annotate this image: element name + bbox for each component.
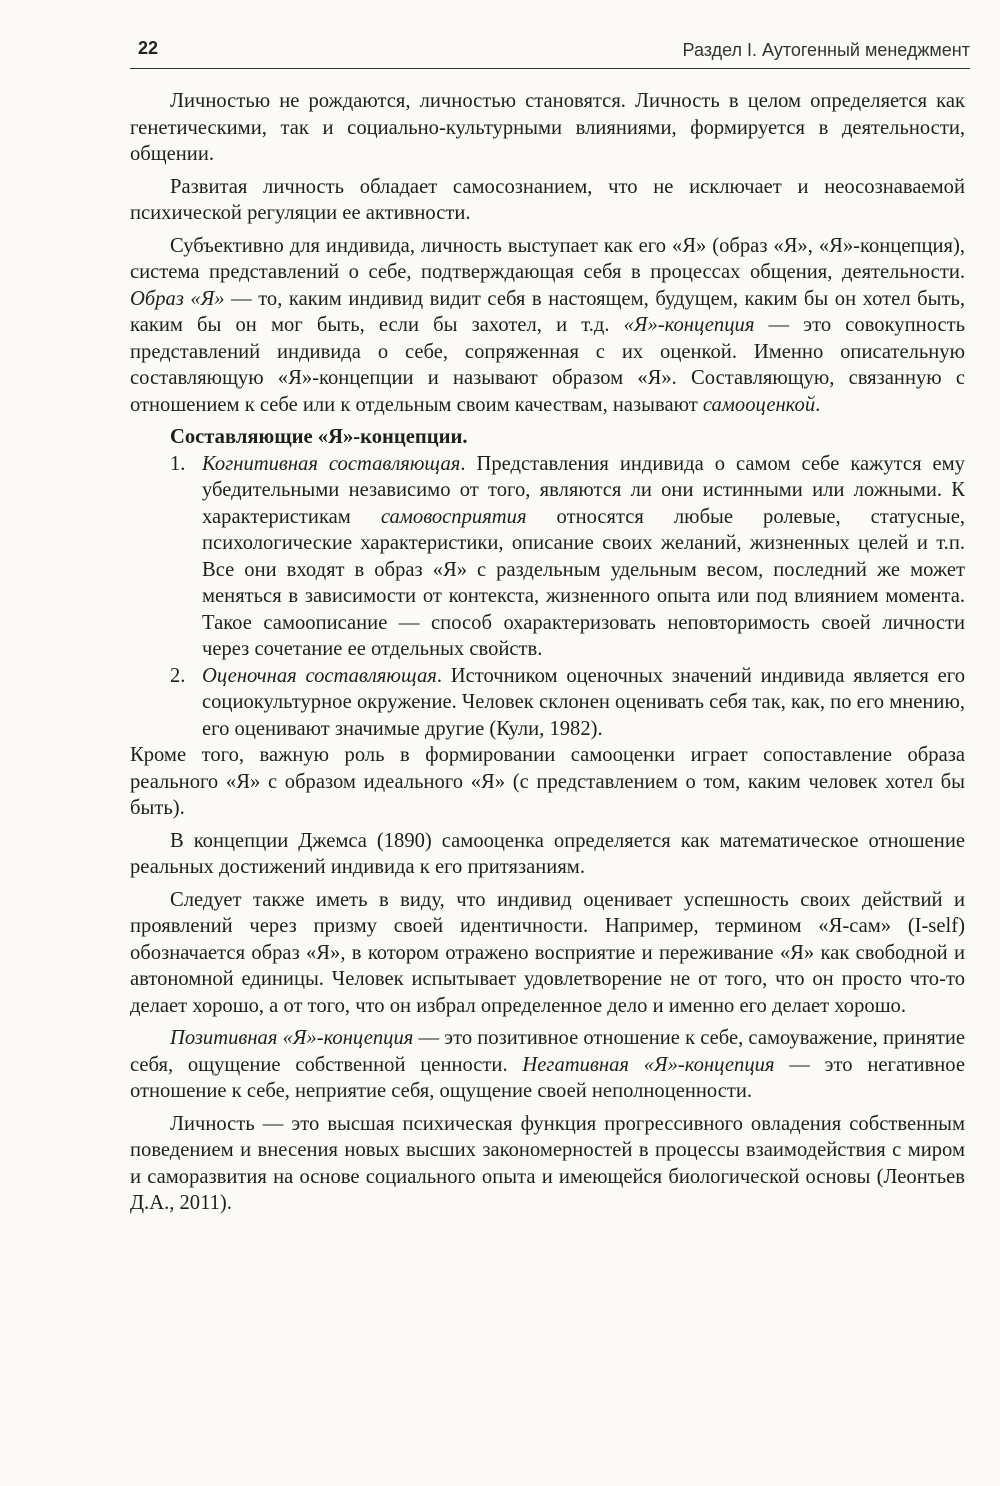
paragraph-5: В концепции Джемса (1890) самооценка определяется как математическое отношение реальных достижений индивида к его притязаниям. xyxy=(130,829,965,878)
list-term: Когнитивная составляющая xyxy=(202,452,461,475)
page-number: 22 xyxy=(138,38,159,58)
text-run: относятся любые ролевые, статусные, психологические характеристики, описание своих желаний, жизненных целей и т.п. Все они входят в образ «Я» с раздельным удельным весом, последний же может меняться в зависимости от контекста, жизненного опыта или под влиянием момента. Такое самоописание — способ охарактеризовать неповторимость своей личности через сочетание ее отдельных свойств. xyxy=(202,505,965,660)
text-run: — это совокупность представлений индивида о себе, сопряженная с их оценкой. Именно описательную составляющую «Я»-концепции и называют образом «Я». Составляющую, связанную с отношением к себе или к отдельным своим качествам, называют xyxy=(130,314,965,416)
term-positive-concept: Позитивная «Я»-концепция xyxy=(170,1027,414,1049)
list-number: 1. xyxy=(170,452,186,475)
paragraph-4: Кроме того, важную роль в формировании самооценки играет сопоставление образа реального «Я» с образом идеального «Я» (с представлением о том, каким человек хотел бы быть). xyxy=(130,744,965,819)
term-self-perception: самовосприятия xyxy=(380,505,527,528)
subheading: Составляющие «Я»-концепции. xyxy=(170,426,468,448)
list-item xyxy=(130,451,965,663)
term-negative-concept: Негативная «Я»-концепция xyxy=(522,1053,775,1076)
text-run: . Представления индивида о самом себе кажутся ему убедительными независимо от того, являются ли они истинными или ложными. К характеристикам xyxy=(202,452,965,528)
term-self-image: Образ «Я» xyxy=(130,287,225,310)
term-self-concept: «Я»-концепция xyxy=(623,314,755,336)
paragraph-6: Следует также иметь в виду, что индивид оценивает успешность своих действий и проявлений через призму своей идентичности. Например, термином «Я-сам» (I-self) обозначается образ «Я», в котором отражено восприятие и переживание «Я» как свободной и автономной единицы. Человек испытывает удовлетворение не от того, что он просто что-то делает хорошо, а от того, что он избрал определенное дело и именно его делает хорошо. xyxy=(130,888,965,1017)
paragraph-2: Развитая личность обладает самосознанием, что не исключает и неосознаваемой психической регуляции ее активности. xyxy=(130,175,965,224)
text-run: . Источником оценочных значений индивида является его социокультурное окружение. Человек склонен оценивать себя так, как, по его мнению, его оценивают значимые другие (Кули, 1982). xyxy=(202,664,966,740)
list-term: Оценочная составляющая xyxy=(202,664,437,687)
term-self-esteem: самооценкой xyxy=(702,393,816,416)
list-number: 2. xyxy=(170,664,186,687)
running-head: Раздел I. Аутогенный менеджмент xyxy=(682,40,970,60)
text-run: — это позитивное отношение к себе, самоуважение, принятие себя, ощущение собственной ценности. xyxy=(130,1027,965,1076)
paragraph-3 xyxy=(130,233,965,419)
text-run: — то, каким индивид видит себя в настоящем, будущем, каким бы он хотел быть, каким бы он мог быть, если бы захотел, и т.д. xyxy=(130,287,965,336)
list-item xyxy=(130,663,965,743)
text-run: . xyxy=(815,393,821,416)
page-header xyxy=(130,36,970,69)
page-body xyxy=(130,88,965,1223)
components-list xyxy=(130,451,965,743)
paragraph-8: Личность — это высшая психическая функция прогрессивного овладения собственным поведением и внесения новых высших закономерностей в процессы взаимодействия с миром и саморазвития на основе социального опыта и имеющейся биологической основы (Леонтьев Д.А., 2011). xyxy=(130,1112,965,1214)
text-run: Субъективно для индивида, личность выступает как его «Я» (образ «Я», «Я»-концепция), система представлений о себе, подтверждающая себя в процессах общения, деятельности. xyxy=(130,234,965,283)
paragraph-1: Личностью не рождаются, личностью становятся. Личность в целом определяется как генетическими, так и социально-культурными влияниями, формируется в деятельности, общении. xyxy=(130,90,965,165)
text-run: — это негативное отношение к себе, неприятие себя, ощущение своей неполноценности. xyxy=(130,1053,966,1102)
paragraph-7 xyxy=(130,1025,965,1105)
